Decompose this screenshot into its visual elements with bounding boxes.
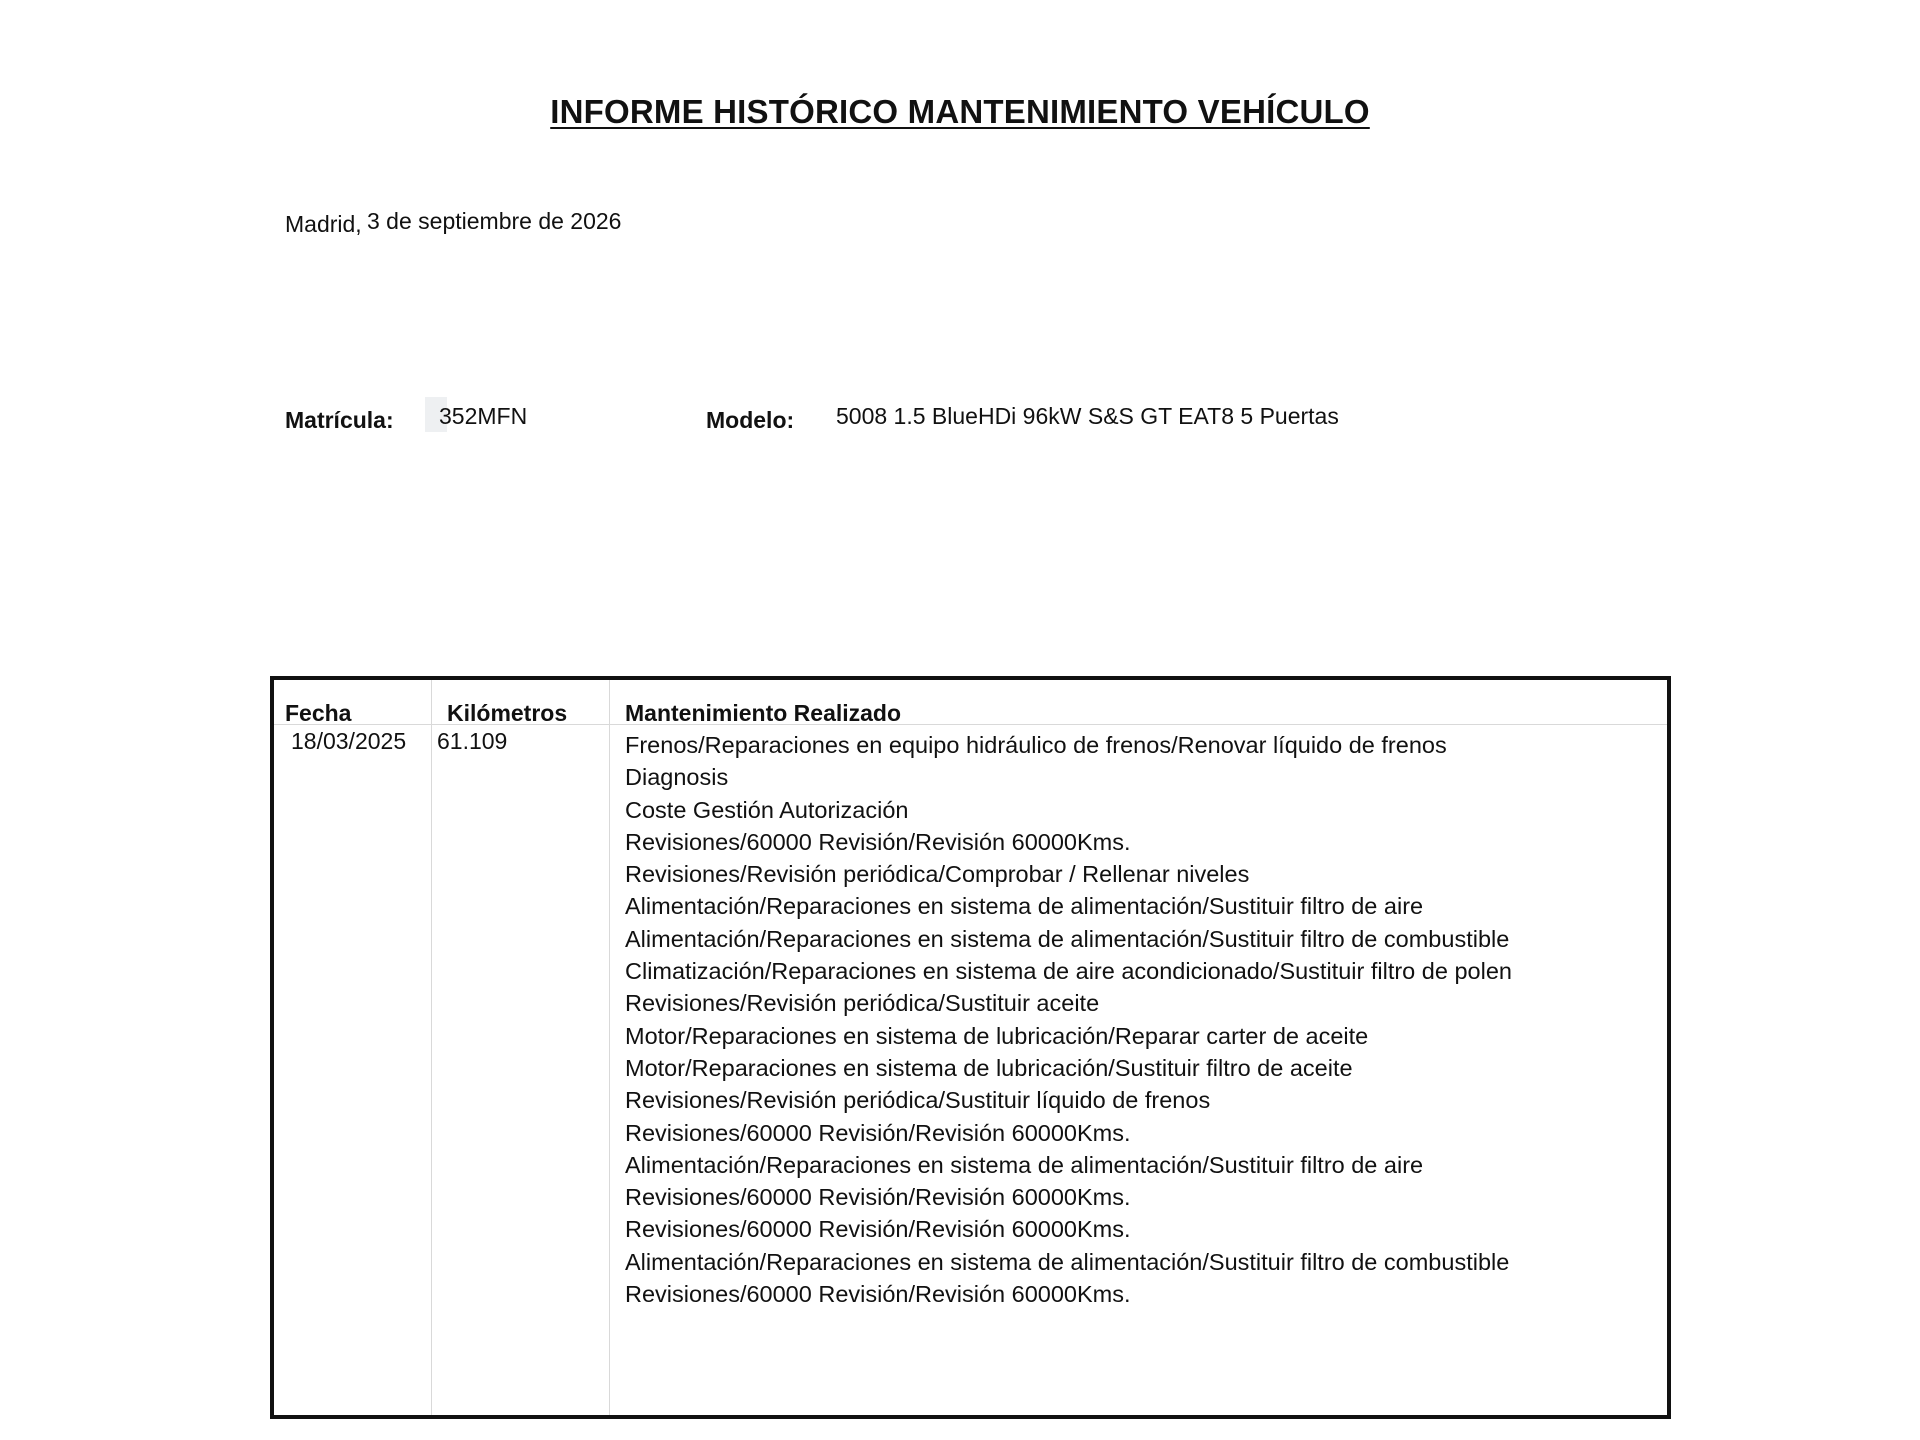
row-km: 61.109 — [437, 728, 508, 754]
list-item: Alimentación/Reparaciones en sistema de alimentación/Sustituir filtro de aire — [625, 893, 1424, 920]
list-item: Revisiones/Revisión periódica/Comprobar / Rellenar niveles — [625, 861, 1250, 888]
row-date: 18/03/2025 — [291, 728, 407, 754]
list-item: Climatización/Reparaciones en sistema de aire acondicionado/Sustituir filtro de polen — [625, 958, 1512, 985]
model-label: Modelo: — [706, 407, 795, 433]
list-item: Diagnosis — [625, 764, 729, 791]
list-item: Revisiones/Revisión periódica/Sustituir líquido de frenos — [625, 1087, 1211, 1114]
list-item: Revisiones/Revisión periódica/Sustituir aceite — [625, 990, 1100, 1017]
header-work: Mantenimiento Realizado — [625, 700, 902, 726]
list-item: Alimentación/Reparaciones en sistema de alimentación/Sustituir filtro de aire — [625, 1151, 1424, 1178]
column-divider-km — [431, 680, 432, 1415]
report-title: INFORME HISTÓRICO MANTENIMIENTO VEHÍCULO — [550, 93, 1370, 130]
list-item: Revisiones/60000 Revisión/Revisión 60000Kms. — [625, 1281, 1131, 1308]
model-value: 5008 1.5 BlueHDi 96kW S&S GT EAT8 5 Puertas — [836, 403, 1339, 429]
list-item: Motor/Reparaciones en sistema de lubricación/Sustituir filtro de aceite — [625, 1054, 1353, 1081]
header-date: Fecha — [285, 700, 352, 726]
list-item: Coste Gestión Autorización — [625, 796, 909, 823]
maintenance-table — [270, 676, 1671, 1419]
list-item: Revisiones/60000 Revisión/Revisión 60000Kms. — [625, 1216, 1131, 1243]
column-divider-work — [609, 680, 610, 1415]
list-item: Alimentación/Reparaciones en sistema de alimentación/Sustituir filtro de combustible — [625, 925, 1510, 952]
list-item: Revisiones/60000 Revisión/Revisión 60000Kms. — [625, 1184, 1131, 1211]
maintenance-task-list — [625, 729, 1575, 1310]
plate-label: Matrícula: — [285, 407, 394, 433]
list-item: Frenos/Reparaciones en equipo hidráulico de frenos/Renovar líquido de frenos — [625, 732, 1447, 758]
list-item: Revisiones/60000 Revisión/Revisión 60000Kms. — [625, 1119, 1131, 1146]
header-km: Kilómetros — [447, 700, 568, 726]
list-item: Revisiones/60000 Revisión/Revisión 60000Kms. — [625, 828, 1131, 855]
report-date: 3 de septiembre de 2026 — [367, 208, 622, 234]
list-item: Alimentación/Reparaciones en sistema de alimentación/Sustituir filtro de combustible — [625, 1248, 1510, 1275]
list-item: Motor/Reparaciones en sistema de lubricación/Reparar carter de aceite — [625, 1022, 1369, 1049]
plate-value: 352MFN — [439, 403, 528, 429]
report-place: Madrid, — [285, 211, 362, 237]
